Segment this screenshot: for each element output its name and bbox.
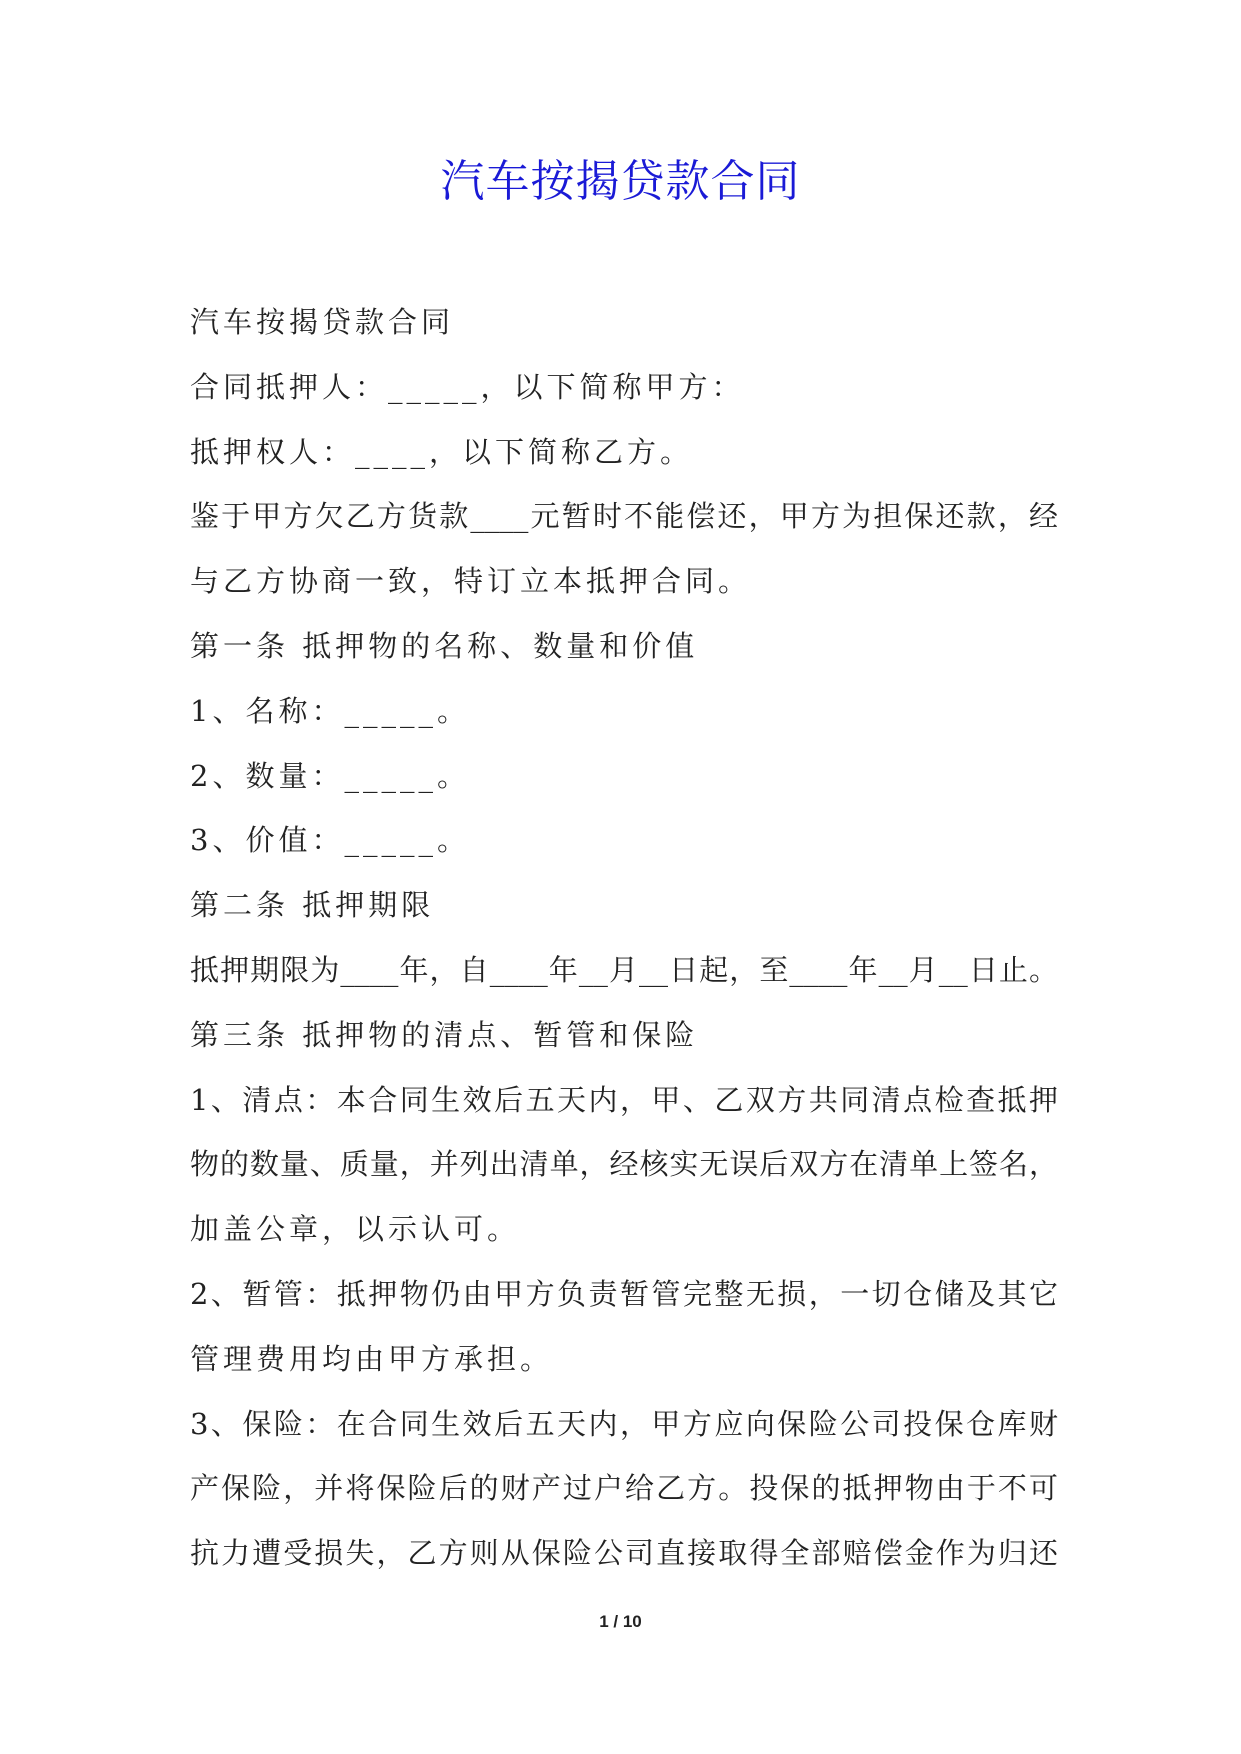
list-item: 2、数量：_____。 (190, 758, 470, 793)
list-item: 3、价值：_____。 (190, 823, 470, 858)
section-heading: 第一条 抵押物的名称、数量和价值 (190, 628, 699, 663)
document-title: 汽车按揭贷款合同 (440, 156, 801, 207)
paragraph-line: 物的数量、质量，并列出清单，经核实无误后双方在清单上签名， (190, 1147, 1058, 1182)
paragraph-line: 产保险，并将保险后的财产过户给乙方。投保的抵押物由于不可 (190, 1471, 1058, 1506)
section-heading: 第二条 抵押期限 (190, 888, 435, 923)
paragraph-line: 抵押期限为____年，自____年__月__日起，至____年__月__日止。 (190, 952, 1058, 987)
paragraph-line: 1、清点：本合同生效后五天内，甲、乙双方共同清点检查抵押 (190, 1082, 1058, 1117)
document-body (190, 290, 1058, 1586)
paragraph-line: 加盖公章，以示认可。 (190, 1212, 521, 1247)
paragraph-line: 2、暂管：抵押物仍由甲方负责暂管完整无损，一切仓储及其它 (190, 1276, 1058, 1311)
section-heading: 第三条 抵押物的清点、暂管和保险 (190, 1017, 699, 1052)
paragraph-line: 鉴于甲方欠乙方货款____元暂时不能偿还，甲方为担保还款，经 (190, 499, 1058, 534)
paragraph-line: 与乙方协商一致，特订立本抵押合同。 (190, 564, 752, 599)
paragraph-line: 3、保险：在合同生效后五天内，甲方应向保险公司投保仓库财 (190, 1406, 1058, 1441)
paragraph-line: 抵押权人：____，以下简称乙方。 (190, 434, 694, 469)
paragraph-line: 汽车按揭贷款合同 (190, 305, 455, 339)
paragraph-line: 抗力遭受损失，乙方则从保险公司直接取得全部赔偿金作为归还 (190, 1536, 1058, 1571)
paragraph-line: 合同抵押人：_____，以下简称甲方： (190, 369, 745, 404)
paragraph-line: 管理费用均由甲方承担。 (190, 1341, 554, 1376)
page-number: 1 / 10 (599, 1612, 642, 1631)
list-item: 1、名称：_____。 (190, 693, 470, 728)
